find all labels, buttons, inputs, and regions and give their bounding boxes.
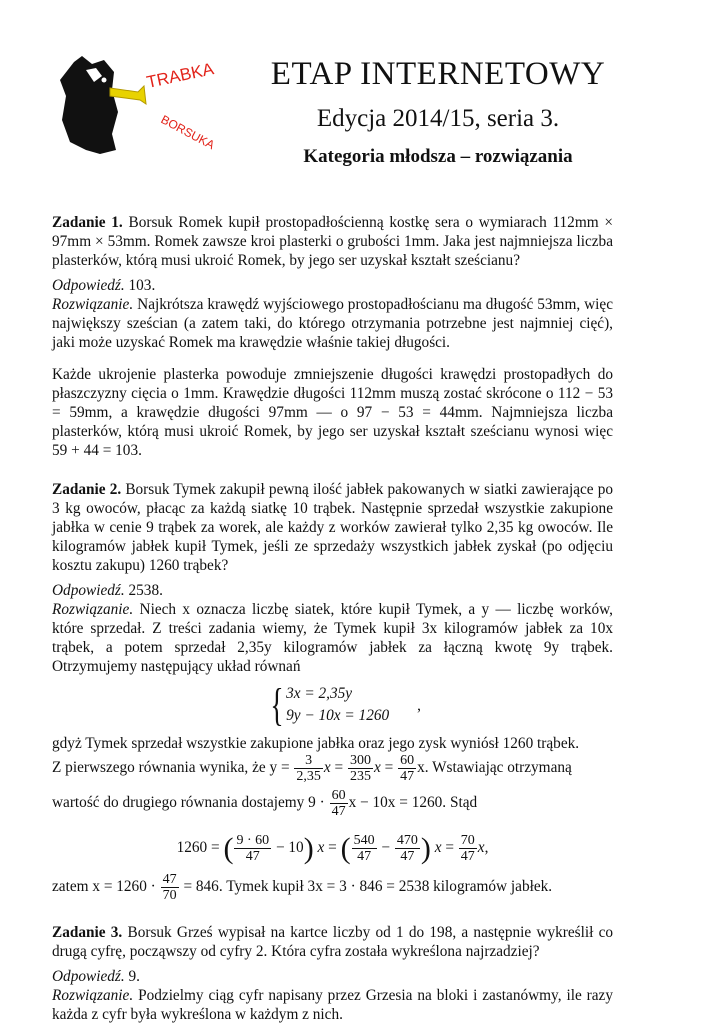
task3-solution-label: Rozwiązanie. [52, 987, 134, 1004]
brace: { [270, 679, 284, 730]
task1-answer-label: Odpowiedź. [52, 277, 125, 294]
fraction-60-47: $\frac{60}{47}$ [400, 753, 415, 784]
task1-solution-2: Każde ukrojenie plasterka powoduje zmniejszenie długości krawędzi prostopadłych do płaszczyzny cięcia o 1mm. Krawędzie długości 112mm muszą zostać skrócone o 112 − 53 = 59mm, a krawędzie długości 97mm — o 97 − 53 = 44mm. Najmniejsza liczba plasterków, którą musi ukroić Romek, by jego ser uzyskał kształt sześcianu wynosi więc 59 + 44 = 103. [52, 366, 613, 459]
task2-solution-text: Niech x oznacza liczbę siatek, które kupił Tymek, a y — liczbę worków, które sprzedał. Z treści zadania wiemy, że Tymek kupił 3x kilogramów jabłek za 10x trąbek, a potem sprzedał 2,35y kilogramów jabłek za łączną kwotę 9y trąbek. Otrzymujemy następujący układ równań [52, 601, 614, 675]
line-b-post: x − 10x = 1260. Stąd [348, 794, 478, 812]
line-c-pre: zatem x = 1260 · [52, 878, 156, 896]
task1-solution-text: Najkrótsza krawędź wyjściowego prostopadłościanu ma długość 53mm, więc największy sześcian (a zatem taki, do którego otrzymania potrzebne jest najmniej cięć), jaki może uzyskać Romek ma krawędzie właśnie takiej długości. [52, 296, 613, 351]
task3-text: Borsuk Grześ wypisał na kartce liczby od 1 do 198, a następnie wykreślił co drugą cyfrę, począwszy od cyfry 2. Która cyfra została wykreślona najrzadziej? [52, 924, 614, 960]
task2-line-b [52, 788, 613, 819]
task1-answer-value: 103. [128, 277, 156, 294]
task3-solution [52, 986, 613, 1024]
task2-question [52, 480, 613, 575]
logo-text-trabka: TRABKA [144, 59, 216, 92]
document-body [52, 213, 613, 1024]
task3-answer [52, 967, 613, 986]
task2-line-a: Z pierwszego równania wynika, że y = $\frac{3}{2,35}$ x = $\frac{300}{235}$ x = $\frac{60}{47}$ x. Wstawiając otrzymaną [52, 753, 572, 784]
fraction-big-1: $\frac{9 \cdot 60}{47}$ [236, 833, 270, 864]
big-equation: 1260 = ( $\frac{9 \cdot 60}{47}$ − 10) x = ( $\frac{540}{47}$ − $\frac{470}{47}$ ) x = $\frac{70}{47}$ x, [176, 832, 489, 865]
line-a-pre: Z pierwszego równania wynika, że y = [52, 759, 290, 777]
task3-answer-value: 9. [128, 968, 140, 985]
fraction-big-4: $\frac{70}{47}$ [460, 833, 475, 864]
fraction-3-235: $\frac{3}{2,35}$ [296, 753, 321, 784]
task2-text: Borsuk Tymek zakupił pewną ilość jabłek pakowanych w siatki zawierające po 3 kg owoców, płacąc za każdą siatkę 10 trąbek. Następnie sprzedał wszystkie zakupione jabłka w cenie 9 trąbek za worek, ale każdy z worków zawierał tylko 2,35 kg owoców. Ile kilogramów jabłek kupił Tymek, jeśli ze sprzedaży wszystkich jabłek zyskał (po odjęciu kosztu zakupu) 1260 trąbek? [52, 481, 614, 574]
fraction-300-235: $\frac{300}{235}$ [349, 753, 371, 784]
fraction-47-70: $\frac{47}{70}$ [162, 872, 177, 903]
fraction-big-2: $\frac{540}{47}$ [353, 833, 375, 864]
equation-1: 3x = 2,35y [286, 685, 353, 702]
line-b-pre: wartość do drugiego równania dostajemy 9 · [52, 794, 325, 812]
task3-solution-text: Podzielmy ciąg cyfr napisany przez Grzesia na bloki i zastanówmy, ile razy każda z cyfr była wykreślona w każdym z nich. [52, 987, 613, 1023]
task2-label: Zadanie 2. [52, 481, 122, 498]
page-title: ETAP INTERNETOWY [270, 56, 606, 92]
task1-text: Borsuk Romek kupił prostopadłościenną kostkę sera o wymiarach 112mm × 97mm × 53mm. Romek zawsze kroi plasterki o grubości 1mm. Jaka jest najmniejsza liczba plasterków, którą musi ukroić Romek, by jego ser uzyskał kształt sześcianu? [52, 214, 613, 269]
task2-answer-value: 2538. [128, 582, 163, 599]
task2-solution-label: Rozwiązanie. [52, 601, 134, 618]
task1-solution-label: Rozwiązanie. [52, 296, 134, 313]
equation-system [266, 679, 613, 730]
task2-line-c [52, 872, 613, 903]
task3-answer-label: Odpowiedź. [52, 968, 125, 985]
task1-label: Zadanie 1. [52, 214, 123, 231]
equation-comma: , [417, 696, 421, 714]
logo-text-borsuka: BORSUKA [158, 112, 217, 153]
task3-label: Zadanie 3. [52, 924, 123, 941]
task1-question [52, 213, 613, 270]
task2-answer-label: Odpowiedź. [52, 582, 125, 599]
page-subtitle: Edycja 2014/15, seria 3. [316, 105, 560, 132]
task1-solution [52, 295, 613, 352]
task2-answer [52, 581, 613, 600]
fraction-60-47-b: $\frac{60}{47}$ [331, 788, 346, 819]
task1-answer [52, 276, 613, 295]
fraction-big-3: $\frac{470}{47}$ [396, 833, 418, 864]
line-a-post: x. Wstawiając otrzymaną [417, 759, 572, 777]
badger-trumpet-logo [52, 50, 217, 165]
page-category: Kategoria młodsza – rozwiązania [303, 146, 573, 167]
equation-2: 9y − 10x = 1260 [286, 707, 390, 724]
task2-solution-2: gdyż Tymek sprzedał wszystkie zakupione jabłka oraz jego zysk wyniósł 1260 trąbek. [52, 735, 580, 752]
task2-solution [52, 600, 613, 676]
line-c-post: = 846. Tymek kupił 3x = 3 · 846 = 2538 kilogramów jabłek. [183, 878, 553, 896]
task3-question [52, 923, 613, 961]
